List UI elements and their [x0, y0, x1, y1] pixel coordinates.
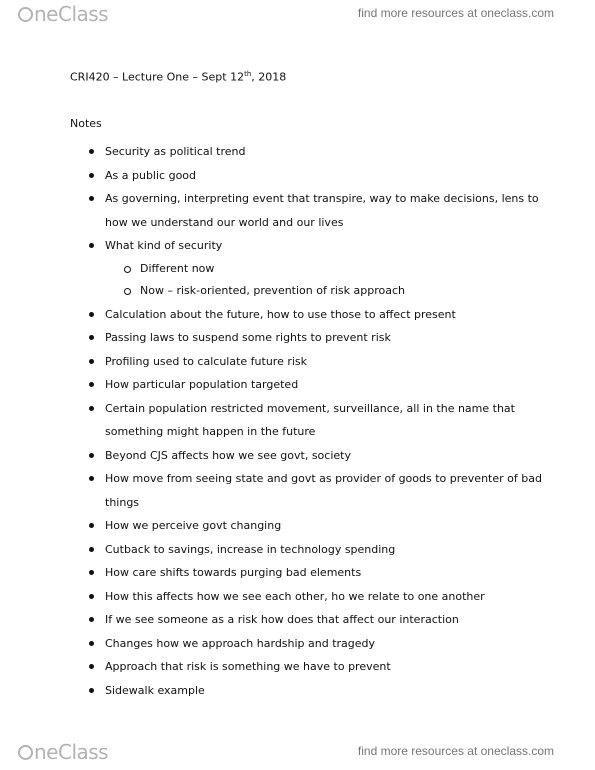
bullet-icon: [89, 196, 94, 201]
bullet-icon: [89, 382, 94, 387]
bullet-icon: [89, 335, 94, 340]
bullet-icon: [89, 312, 94, 317]
logo-o-icon: [18, 745, 33, 760]
list-item: As a public good: [70, 164, 550, 188]
header-tagline[interactable]: find more resources at oneclass.com: [357, 6, 554, 20]
list-item: Passing laws to suspend some rights to prevent risk: [70, 326, 550, 350]
list-item: How particular population targeted: [70, 373, 550, 397]
list-item: How this affects how we see each other, ho we relate to one another: [70, 585, 550, 609]
bullet-icon: [89, 547, 94, 552]
list-item: How care shifts towards purging bad elements: [70, 561, 550, 585]
page-footer: [0, 738, 595, 768]
bullet-icon: [89, 453, 94, 458]
bullet-icon: [89, 243, 94, 248]
list-item: How we perceive govt changing: [70, 514, 550, 538]
bullet-icon: [89, 359, 94, 364]
bullet-icon: [89, 149, 94, 154]
bullet-icon: [89, 664, 94, 669]
logo-o-icon: [18, 7, 33, 22]
list-item: Profiling used to calculate future risk: [70, 350, 550, 374]
bullet-icon: [89, 617, 94, 622]
oneclass-logo[interactable]: [18, 740, 108, 764]
list-item: How move from seeing state and govt as provider of goods to preventer of bad things: [70, 467, 550, 514]
list-item: As governing, interpreting event that transpire, way to make decisions, lens to how we understand our world and our lives: [70, 187, 550, 234]
list-item: Cutback to savings, increase in technology spending: [70, 538, 550, 562]
bullet-icon: [89, 173, 94, 178]
list-item: Certain population restricted movement, surveillance, all in the name that something might happen in the future: [70, 397, 550, 444]
hollow-bullet-icon: [124, 266, 131, 273]
bullet-icon: [89, 570, 94, 575]
sub-list-item: Different now: [70, 258, 550, 281]
list-item: Approach that risk is something we have to prevent: [70, 655, 550, 679]
bullet-icon: [89, 641, 94, 646]
document-title: CRI420 – Lecture One – Sept 12th, 2018: [70, 70, 287, 84]
list-item: Sidewalk example: [70, 679, 550, 703]
footer-tagline[interactable]: find more resources at oneclass.com: [357, 744, 554, 758]
bullet-icon: [89, 594, 94, 599]
page-header: [0, 0, 595, 30]
bullet-icon: [89, 523, 94, 528]
sub-list-item: Now – risk-oriented, prevention of risk approach: [70, 280, 550, 303]
notes-list: [70, 140, 550, 702]
hollow-bullet-icon: [124, 288, 131, 295]
oneclass-logo[interactable]: [18, 2, 108, 26]
list-item: If we see someone as a risk how does that affect our interaction: [70, 608, 550, 632]
notes-heading: Notes: [70, 117, 102, 130]
logo-text: neClass: [34, 740, 109, 764]
logo-text: neClass: [34, 2, 109, 26]
list-item: Security as political trend: [70, 140, 550, 164]
list-item: Changes how we approach hardship and tragedy: [70, 632, 550, 656]
bullet-icon: [89, 688, 94, 693]
list-item: Beyond CJS affects how we see govt, society: [70, 444, 550, 468]
bullet-icon: [89, 406, 94, 411]
list-item: Calculation about the future, how to use those to affect present: [70, 303, 550, 327]
bullet-icon: [89, 476, 94, 481]
list-item: What kind of security: [70, 234, 550, 258]
